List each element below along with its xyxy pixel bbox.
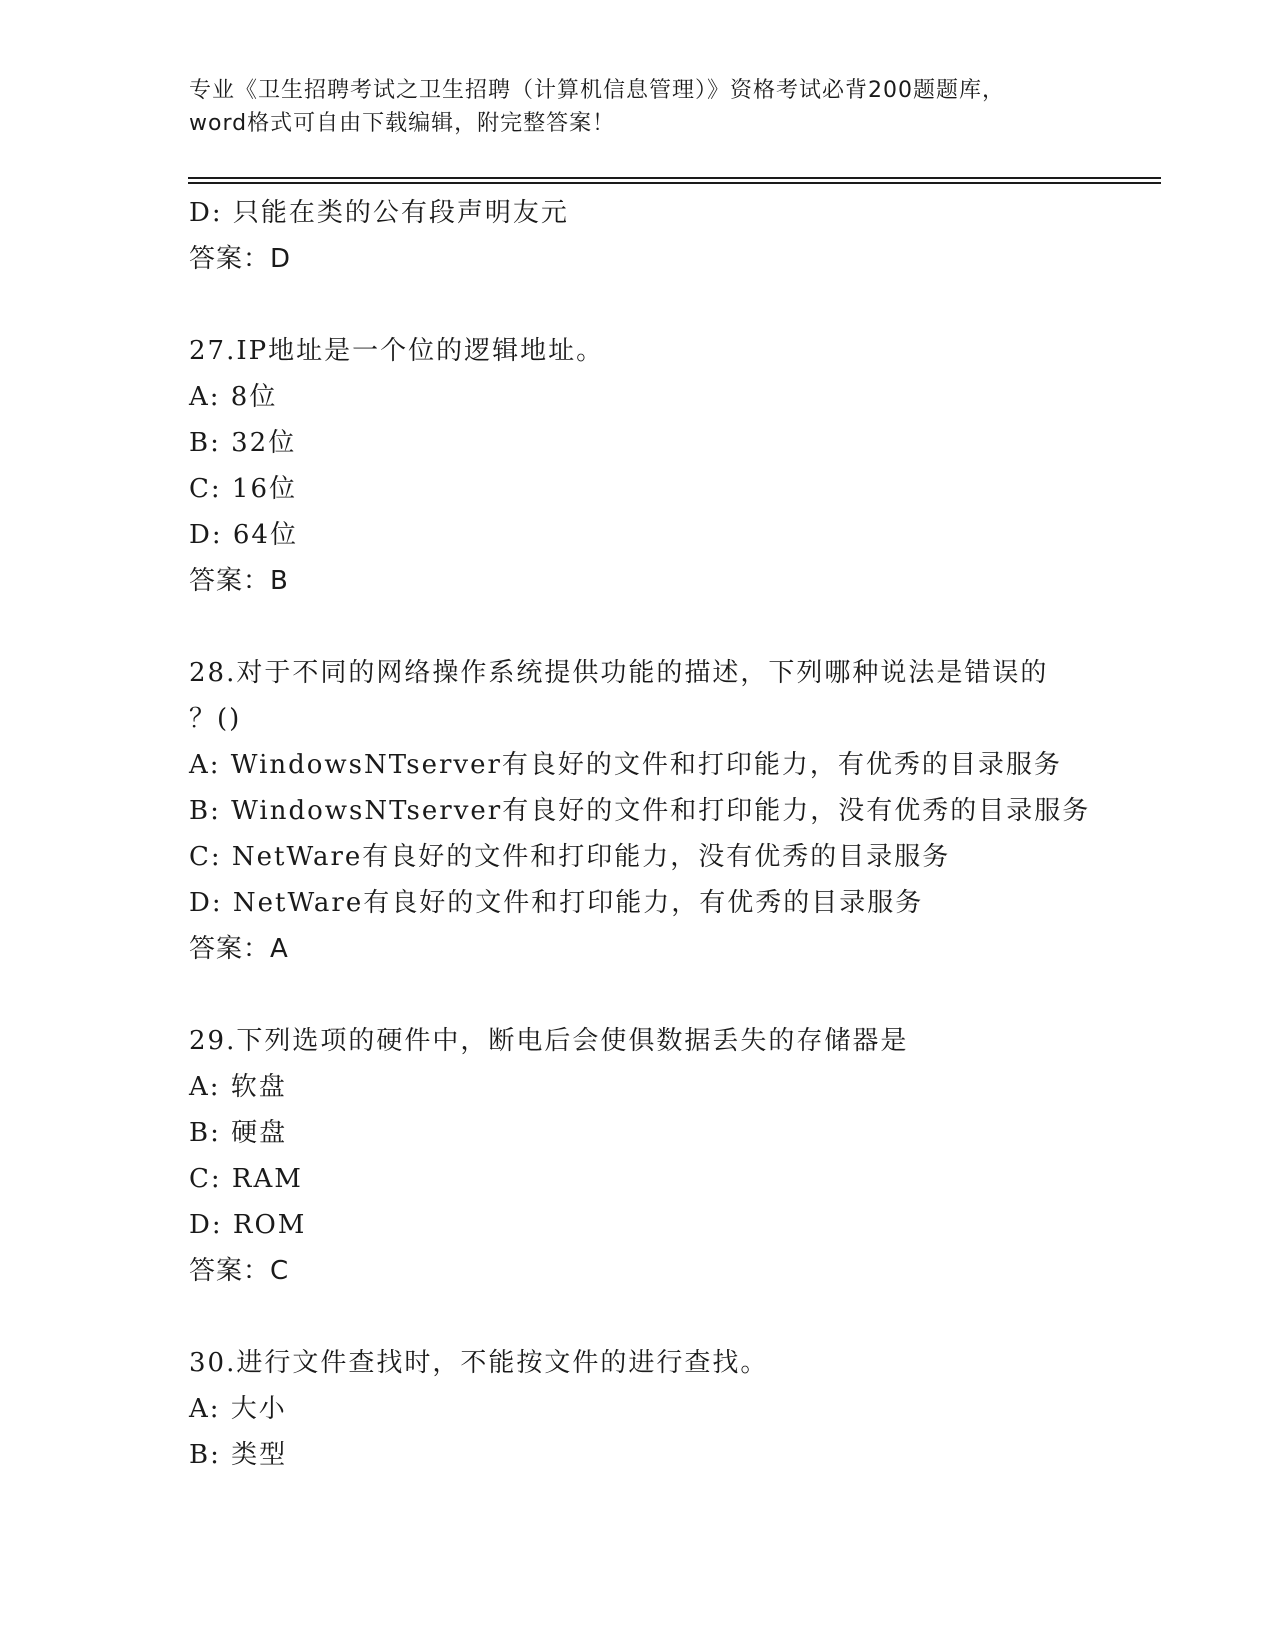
question-stem-continued: ？() xyxy=(189,704,242,734)
spacer xyxy=(189,604,1149,650)
question-27 xyxy=(189,328,1149,604)
question-28 xyxy=(189,650,1149,972)
option-b: B: 硬盘 xyxy=(189,1118,288,1148)
option-a: A: 大小 xyxy=(189,1394,287,1424)
question-29 xyxy=(189,1018,1149,1294)
question-stem: 30.进行文件查找时，不能按文件的进行查找。 xyxy=(189,1348,769,1378)
question-stem: 28.对于不同的网络操作系统提供功能的描述，下列哪种说法是错误的 xyxy=(189,658,1049,688)
header-rule-top xyxy=(188,177,1161,179)
answer-line: 答案：D xyxy=(189,244,292,274)
option-a: A: 软盘 xyxy=(189,1072,287,1102)
option-b: B: 类型 xyxy=(189,1440,288,1470)
option-a: A: WindowsNTserver有良好的文件和打印能力，有优秀的目录服务 xyxy=(189,750,1062,780)
question-stem: 27.IP地址是一个位的逻辑地址。 xyxy=(189,336,605,366)
answer-line: 答案：A xyxy=(189,934,289,964)
question-30 xyxy=(189,1340,1149,1478)
option-d: D: NetWare有良好的文件和打印能力，有优秀的目录服务 xyxy=(189,888,924,918)
option-c: C: RAM xyxy=(189,1164,303,1194)
answer-line: 答案：C xyxy=(189,1256,290,1286)
document-header xyxy=(189,74,1089,140)
option-b: B: 32位 xyxy=(189,428,297,458)
option-d: D: ROM xyxy=(189,1210,307,1240)
option-d: D: 只能在类的公有段声明友元 xyxy=(189,198,569,228)
option-d: D: 64位 xyxy=(189,520,298,550)
option-c: C: 16位 xyxy=(189,474,298,504)
spacer xyxy=(189,282,1149,328)
option-a: A: 8位 xyxy=(189,382,278,412)
question-list xyxy=(189,190,1149,1478)
spacer xyxy=(189,1294,1149,1340)
option-b: B: WindowsNTserver有良好的文件和打印能力，没有优秀的目录服务 xyxy=(189,796,1091,826)
answer-line: 答案：B xyxy=(189,566,289,596)
header-line-2: word格式可自由下载编辑，附完整答案！ xyxy=(189,111,616,136)
header-rule-bottom xyxy=(188,182,1161,184)
spacer xyxy=(189,972,1149,1018)
question-stem: 29.下列选项的硬件中，断电后会使俱数据丢失的存储器是 xyxy=(189,1026,909,1056)
header-line-1: 专业《卫生招聘考试之卫生招聘（计算机信息管理）》资格考试必背200题题库， xyxy=(189,78,1005,103)
question-26-tail xyxy=(189,190,1149,282)
option-c: C: NetWare有良好的文件和打印能力，没有优秀的目录服务 xyxy=(189,842,951,872)
